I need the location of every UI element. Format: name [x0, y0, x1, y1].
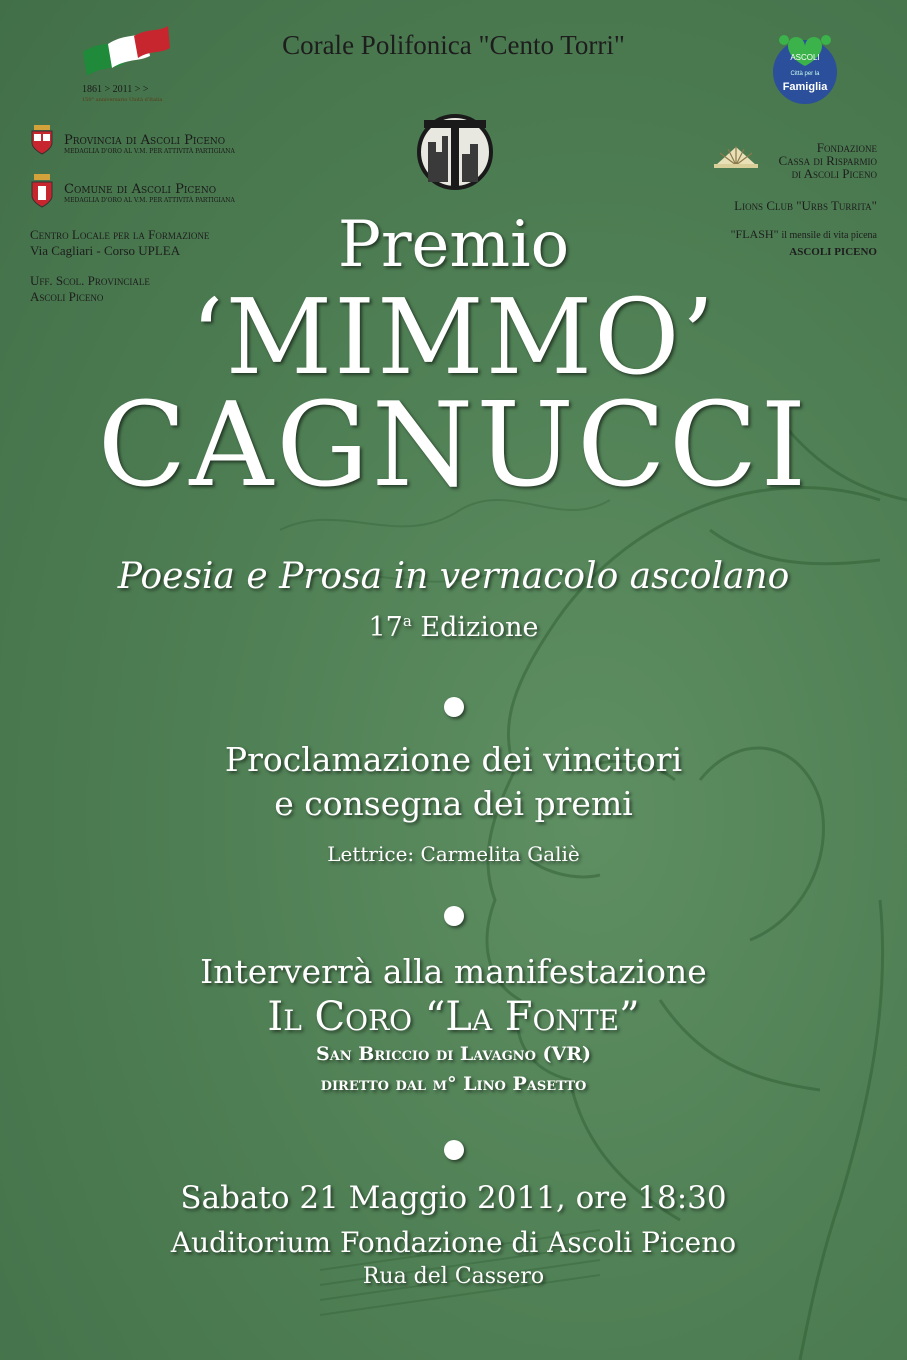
family-logo-small: Città per la: [790, 71, 820, 77]
fondazione-line2: Cassa di Risparmio: [778, 153, 877, 168]
edition-label: Edizione: [420, 612, 539, 643]
provincia-name: Provincia di Ascoli Piceno: [64, 133, 226, 148]
event-date: Sabato 21 Maggio 2011, ore 18:30: [180, 1180, 727, 1216]
fondazione-fan-logo-icon: [712, 143, 760, 169]
choir-name: Il Coro “La Fonte”: [267, 994, 640, 1040]
italian-flag-icon: [78, 24, 173, 84]
provincia-sponsor: [30, 125, 235, 159]
anniversary-caption: 150° anniversario Unità d'Italia: [82, 97, 163, 103]
family-city-logo: [770, 26, 840, 106]
reader-name: Lettrice: Carmelita Galiè: [327, 842, 580, 866]
title-cagnucci: CAGNUCCI: [97, 378, 810, 513]
bullet-dot: [444, 697, 464, 717]
title-mimmo: ‘MIMMO’: [190, 276, 717, 398]
italy-150-anniversary-logo: [78, 24, 173, 109]
fondazione-line1: Fondazione: [816, 140, 877, 155]
edition: [0, 612, 907, 643]
comune-sponsor: [30, 174, 235, 212]
event-venue: Auditorium Fondazione di Ascoli Piceno: [170, 1226, 737, 1259]
anniversary-years: 1861 > 2011 > >: [82, 84, 149, 95]
choir-header-title: Corale Polifonica "Cento Torri": [282, 30, 625, 60]
flash-name: "FLASH": [730, 227, 779, 241]
comune-coat-of-arms-icon: [30, 174, 54, 208]
provincia-medal: MEDAGLIA D'ORO AL V.M. PER ATTIVITÀ PARTIGIANA: [64, 148, 235, 155]
family-logo-icon: [770, 26, 840, 106]
choir-director: diretto dal m° Lino Pasetto: [320, 1073, 587, 1095]
proclamation-section: [0, 738, 907, 826]
event-street: Rua del Cassero: [362, 1264, 545, 1289]
family-logo-bottom: Famiglia: [782, 81, 828, 93]
centro-line2: Via Cagliari - Corso UPLEA: [30, 243, 181, 258]
choir-place: San Briccio di Lavagno (VR): [315, 1043, 592, 1065]
provincia-coat-of-arms-icon: [30, 125, 54, 155]
intervention-line: Interverrà alla manifestazione: [200, 952, 707, 991]
bullet-dot: [444, 906, 464, 926]
bullet-dot: [444, 1140, 464, 1160]
flash-city: ASCOLI PICENO: [789, 246, 877, 258]
flash-desc: il mensile di vita picena: [781, 230, 877, 241]
choir-emblem-icon: [414, 112, 496, 192]
edition-number: 17: [368, 612, 403, 643]
proclamation-line2: e consegna dei premi: [274, 784, 633, 823]
centro-line1: Centro Locale per la Formazione: [30, 227, 210, 242]
title-premio: Premio: [337, 208, 570, 282]
edition-sup: a: [402, 612, 412, 630]
proclamation-line1: Proclamazione dei vincitori: [224, 740, 683, 779]
fondazione-sponsor: [778, 141, 877, 180]
fondazione-line3: di Ascoli Piceno: [791, 166, 877, 181]
ufficio-line1: Uff. Scol. Provinciale: [30, 273, 150, 288]
ufficio-line2: Ascoli Piceno: [30, 289, 104, 304]
lions-club-sponsor: Lions Club "Urbs Turrita": [734, 198, 877, 213]
subtitle: Poesia e Prosa in vernacolo ascolano: [117, 556, 790, 597]
comune-medal: MEDAGLIA D'ORO AL V.M. PER ATTIVITÀ PARTIGIANA: [64, 197, 235, 204]
family-logo-top: ASCOLI: [790, 53, 820, 62]
comune-name: Comune di Ascoli Piceno: [64, 182, 217, 197]
